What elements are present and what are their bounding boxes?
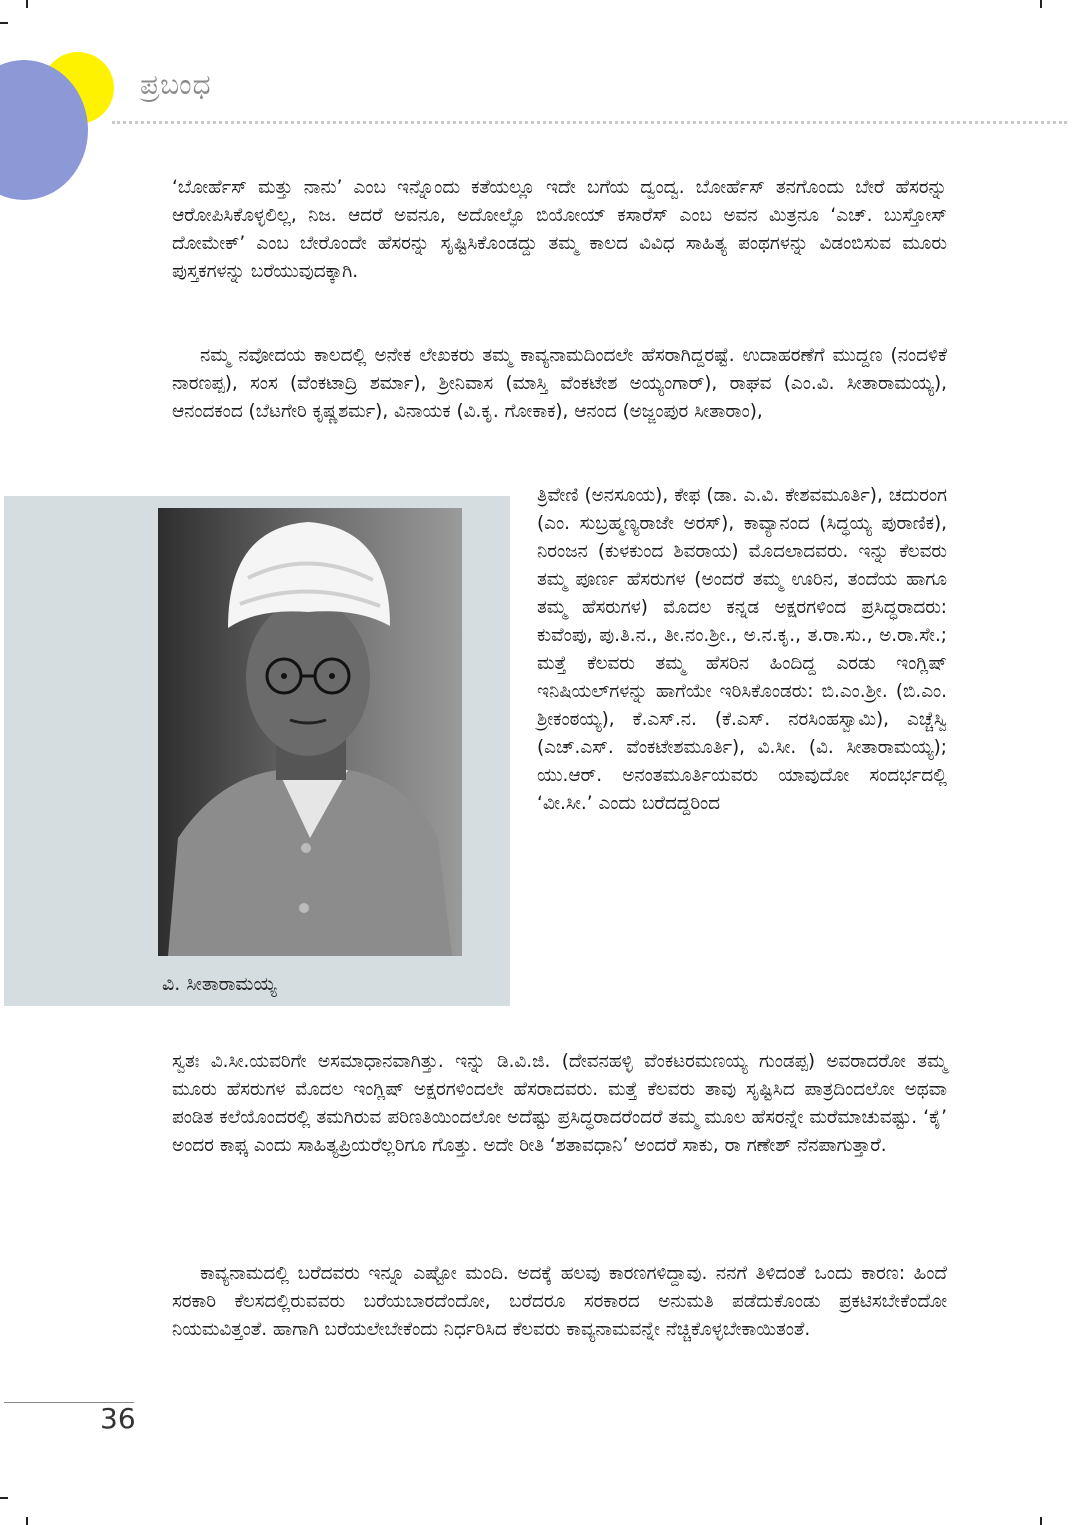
paragraph-pen-names: ನಮ್ಮ ನವೋದಯ ಕಾಲದಲ್ಲಿ ಅನೇಕ ಲೇಖಕರು ತಮ್ಮ ಕಾವ್ಯನಾಮದಿಂದಲೇ ಹೆಸರಾಗಿದ್ದರಷ್ಟೆ. ಉದಾಹರಣೆಗೆ ಮುದ್ದಣ (ನಂದಳಿಕೆ ನಾರಣಪ್ಪ), ಸಂಸ (ವೆಂಕಟಾದ್ರಿ ಶರ್ಮಾ), ಶ್ರೀನಿವಾಸ (ಮಾಸ್ತಿ ವೆಂಕಟೇಶ ಅಯ್ಯಂಗಾರ್), ರಾಘವ (ಎಂ.ವಿ. ಸೀತಾರಾಮಯ್ಯ), ಆನಂದಕಂದ (ಬೆಟಗೇರಿ ಕೃಷ್ಣಶರ್ಮ), ವಿನಾಯಕ (ವಿ.ಕೃ. ಗೋಕಾಕ), ಆನಂದ (ಅಜ್ಜಂಪುರ ಸೀತಾರಾಂ),	[172, 345, 947, 422]
crop-mark	[0, 22, 8, 24]
photo-caption: ವಿ. ಸೀತಾರಾಮಯ್ಯ	[162, 973, 277, 995]
crop-mark	[26, 0, 28, 8]
paragraph-dvg: ಸ್ವತಃ ವಿ.ಸೀ.ಯವರಿಗೇ ಅಸಮಾಧಾನವಾಗಿತ್ತು. ಇನ್ನು ಡಿ.ವಿ.ಜಿ. (ದೇವನಹಳ್ಳಿ ವೆಂಕಟರಮಣಯ್ಯ ಗುಂಡಪ್ಪ) ಅವರಾದರೋ ತಮ್ಮ ಮೂರು ಹೆಸರುಗಳ ಮೊದಲ ಇಂಗ್ಲಿಷ್ ಅಕ್ಷರಗಳಿಂದಲೇ ಹೆಸರಾದವರು. ಮತ್ತೆ ಕೆಲವರು ತಾವು ಸೃಷ್ಟಿಸಿದ ಪಾತ್ರದಿಂದಲೋ ಅಥವಾ ಪಂಡಿತ ಕಲೆಯೊಂದರಲ್ಲಿ ತಮಗಿರುವ ಪರಿಣತಿಯಿಂದಲೋ ಅದೆಷ್ಟು ಪ್ರಸಿದ್ಧರಾದರೆಂದರೆ ತಮ್ಮ ಮೂಲ ಹೆಸರನ್ನೇ ಮರೆಮಾಚುವಷ್ಟು. ‘ಕೈ’ ಅಂದರ ಕಾಫ್ಕ ಎಂದು ಸಾಹಿತ್ಯಪ್ರಿಯರೆಲ್ಲರಿಗೂ ಗೊತ್ತು. ಅದೇ ರೀತಿ ‘ಶತಾವಧಾನಿ’ ಅಂದರೆ ಸಾಕು, ರಾ ಗಣೇಶ್ ನೆನಪಾಗುತ್ತಾರೆ.	[172, 1051, 948, 1156]
crop-mark	[26, 1517, 28, 1525]
crop-mark	[1040, 1517, 1042, 1525]
section-title: ಪ್ರಬಂಧ	[140, 68, 212, 101]
header-dotted-divider	[112, 121, 1067, 124]
paragraph-reasons: ಕಾವ್ಯನಾಮದಲ್ಲಿ ಬರೆದವರು ಇನ್ನೂ ಎಷ್ಟೋ ಮಂದಿ. ಅದಕ್ಕೆ ಹಲವು ಕಾರಣಗಳಿದ್ದಾವು. ನನಗೆ ತಿಳಿದಂತೆ ಒಂದು ಕಾರಣ: ಹಿಂದೆ ಸರಕಾರಿ ಕೆಲಸದಲ್ಲಿರುವವರು ಬರೆಯಬಾರದೆಂದೋ, ಬರೆದರೂ ಸರಕಾರದ ಅನುಮತಿ ಪಡೆದುಕೊಂಡು ಪ್ರಕಟಿಸಬೇಕೆಂದೋ ನಿಯಮವಿತ್ತಂತೆ. ಹಾಗಾಗಿ ಬರೆಯಲೇಬೇಕೆಂದು ನಿರ್ಧರಿಸಿದ ಕೆಲವರು ಕಾವ್ಯನಾಮವನ್ನೇ ನೆಚ್ಚಿಕೊಳ್ಳಬೇಕಾಯಿತಂತೆ.	[172, 1263, 947, 1340]
crop-mark	[0, 1497, 8, 1499]
page-number: 36	[100, 1402, 136, 1435]
portrait-photo	[158, 508, 462, 956]
crop-mark	[1040, 0, 1042, 8]
paragraph-initials: ತ್ರಿವೇಣಿ (ಅನಸೂಯ), ಕೇಫ (ಡಾ. ಎ.ವಿ. ಕೇಶವಮೂರ್ತಿ), ಚದುರಂಗ (ಎಂ. ಸುಬ್ರಹ್ಮಣ್ಯರಾಜೇ ಅರಸ್), ಕಾವ್ಯಾನಂದ (ಸಿದ್ಧಯ್ಯ ಪುರಾಣಿಕ), ನಿರಂಜನ (ಕುಳಕುಂದ ಶಿವರಾಯ) ಮೊದಲಾದವರು. ಇನ್ನು ಕೆಲವರು ತಮ್ಮ ಪೂರ್ಣ ಹೆಸರುಗಳ (ಅಂದರೆ ತಮ್ಮ ಊರಿನ, ತಂದೆಯ ಹಾಗೂ ತಮ್ಮ ಹೆಸರುಗಳ) ಮೊದಲ ಕನ್ನಡ ಅಕ್ಷರಗಳಿಂದ ಪ್ರಸಿದ್ಧರಾದರು: ಕುವೆಂಪು, ಪು.ತಿ.ನ., ತೀ.ನಂ.ಶ್ರೀ., ಅ.ನ.ಕೃ., ತ.ರಾ.ಸು., ಅ.ರಾ.ಸೇ.; ಮತ್ತೆ ಕೆಲವರು ತಮ್ಮ ಹೆಸರಿನ ಹಿಂದಿದ್ದ ಎರಡು ಇಂಗ್ಲಿಷ್ ಇನಿಷಿಯಲ್‌ಗಳನ್ನು ಹಾಗೆಯೇ ಇರಿಸಿಕೊಂಡರು: ಬಿ.ಎಂ.ಶ್ರೀ. (ಬಿ.ಎಂ. ಶ್ರೀಕಂಠಯ್ಯ), ಕೆ.ಎಸ್.ನ. (ಕೆ.ಎಸ್. ನರಸಿಂಹಸ್ವಾಮಿ), ಎಚ್ಚೆಸ್ವಿ (ಎಚ್.ಎಸ್. ವೆಂಕಟೇಶಮೂರ್ತಿ), ವಿ.ಸೀ. (ವಿ. ಸೀತಾರಾಮಯ್ಯ); ಯು.ಆರ್. ಅನಂತಮೂರ್ತಿಯವರು ಯಾವುದೋ ಸಂದರ್ಭದಲ್ಲಿ ‘ವೀ.ಸೀ.’ ಎಂದು ಬರೆದದ್ದರಿಂದ	[537, 485, 947, 814]
paragraph-borges: ‘ಬೋರ್ಹೆಸ್ ಮತ್ತು ನಾನು’ ಎಂಬ ಇನ್ನೊಂದು ಕತೆಯಲ್ಲೂ ಇದೇ ಬಗೆಯ ದ್ವಂದ್ವ. ಬೋರ್ಹೆಸ್ ತನಗೊಂದು ಬೇರೆ ಹೆಸರನ್ನು ಆರೋಪಿಸಿಕೊಳ್ಳಲಿಲ್ಲ, ನಿಜ. ಆದರೆ ಅವನೂ, ಅದೋಲ್ಫೊ ಬಿಯೋಯ್ ಕಸಾರೆಸ್ ಎಂಬ ಅವನ ಮಿತ್ರನೂ ‘ಎಚ್. ಬುಸ್ತೋಸ್ ದೋಮೇಕ್’ ಎಂಬ ಬೇರೊಂದೇ ಹೆಸರನ್ನು ಸೃಷ್ಟಿಸಿಕೊಂಡದ್ದು ತಮ್ಮ ಕಾಲದ ವಿವಿಧ ಸಾಹಿತ್ಯ ಪಂಥಗಳನ್ನು ವಿಡಂಬಿಸುವ ಮೂರು ಪುಸ್ತಕಗಳನ್ನು ಬರೆಯುವುದಕ್ಕಾಗಿ.	[172, 177, 947, 282]
